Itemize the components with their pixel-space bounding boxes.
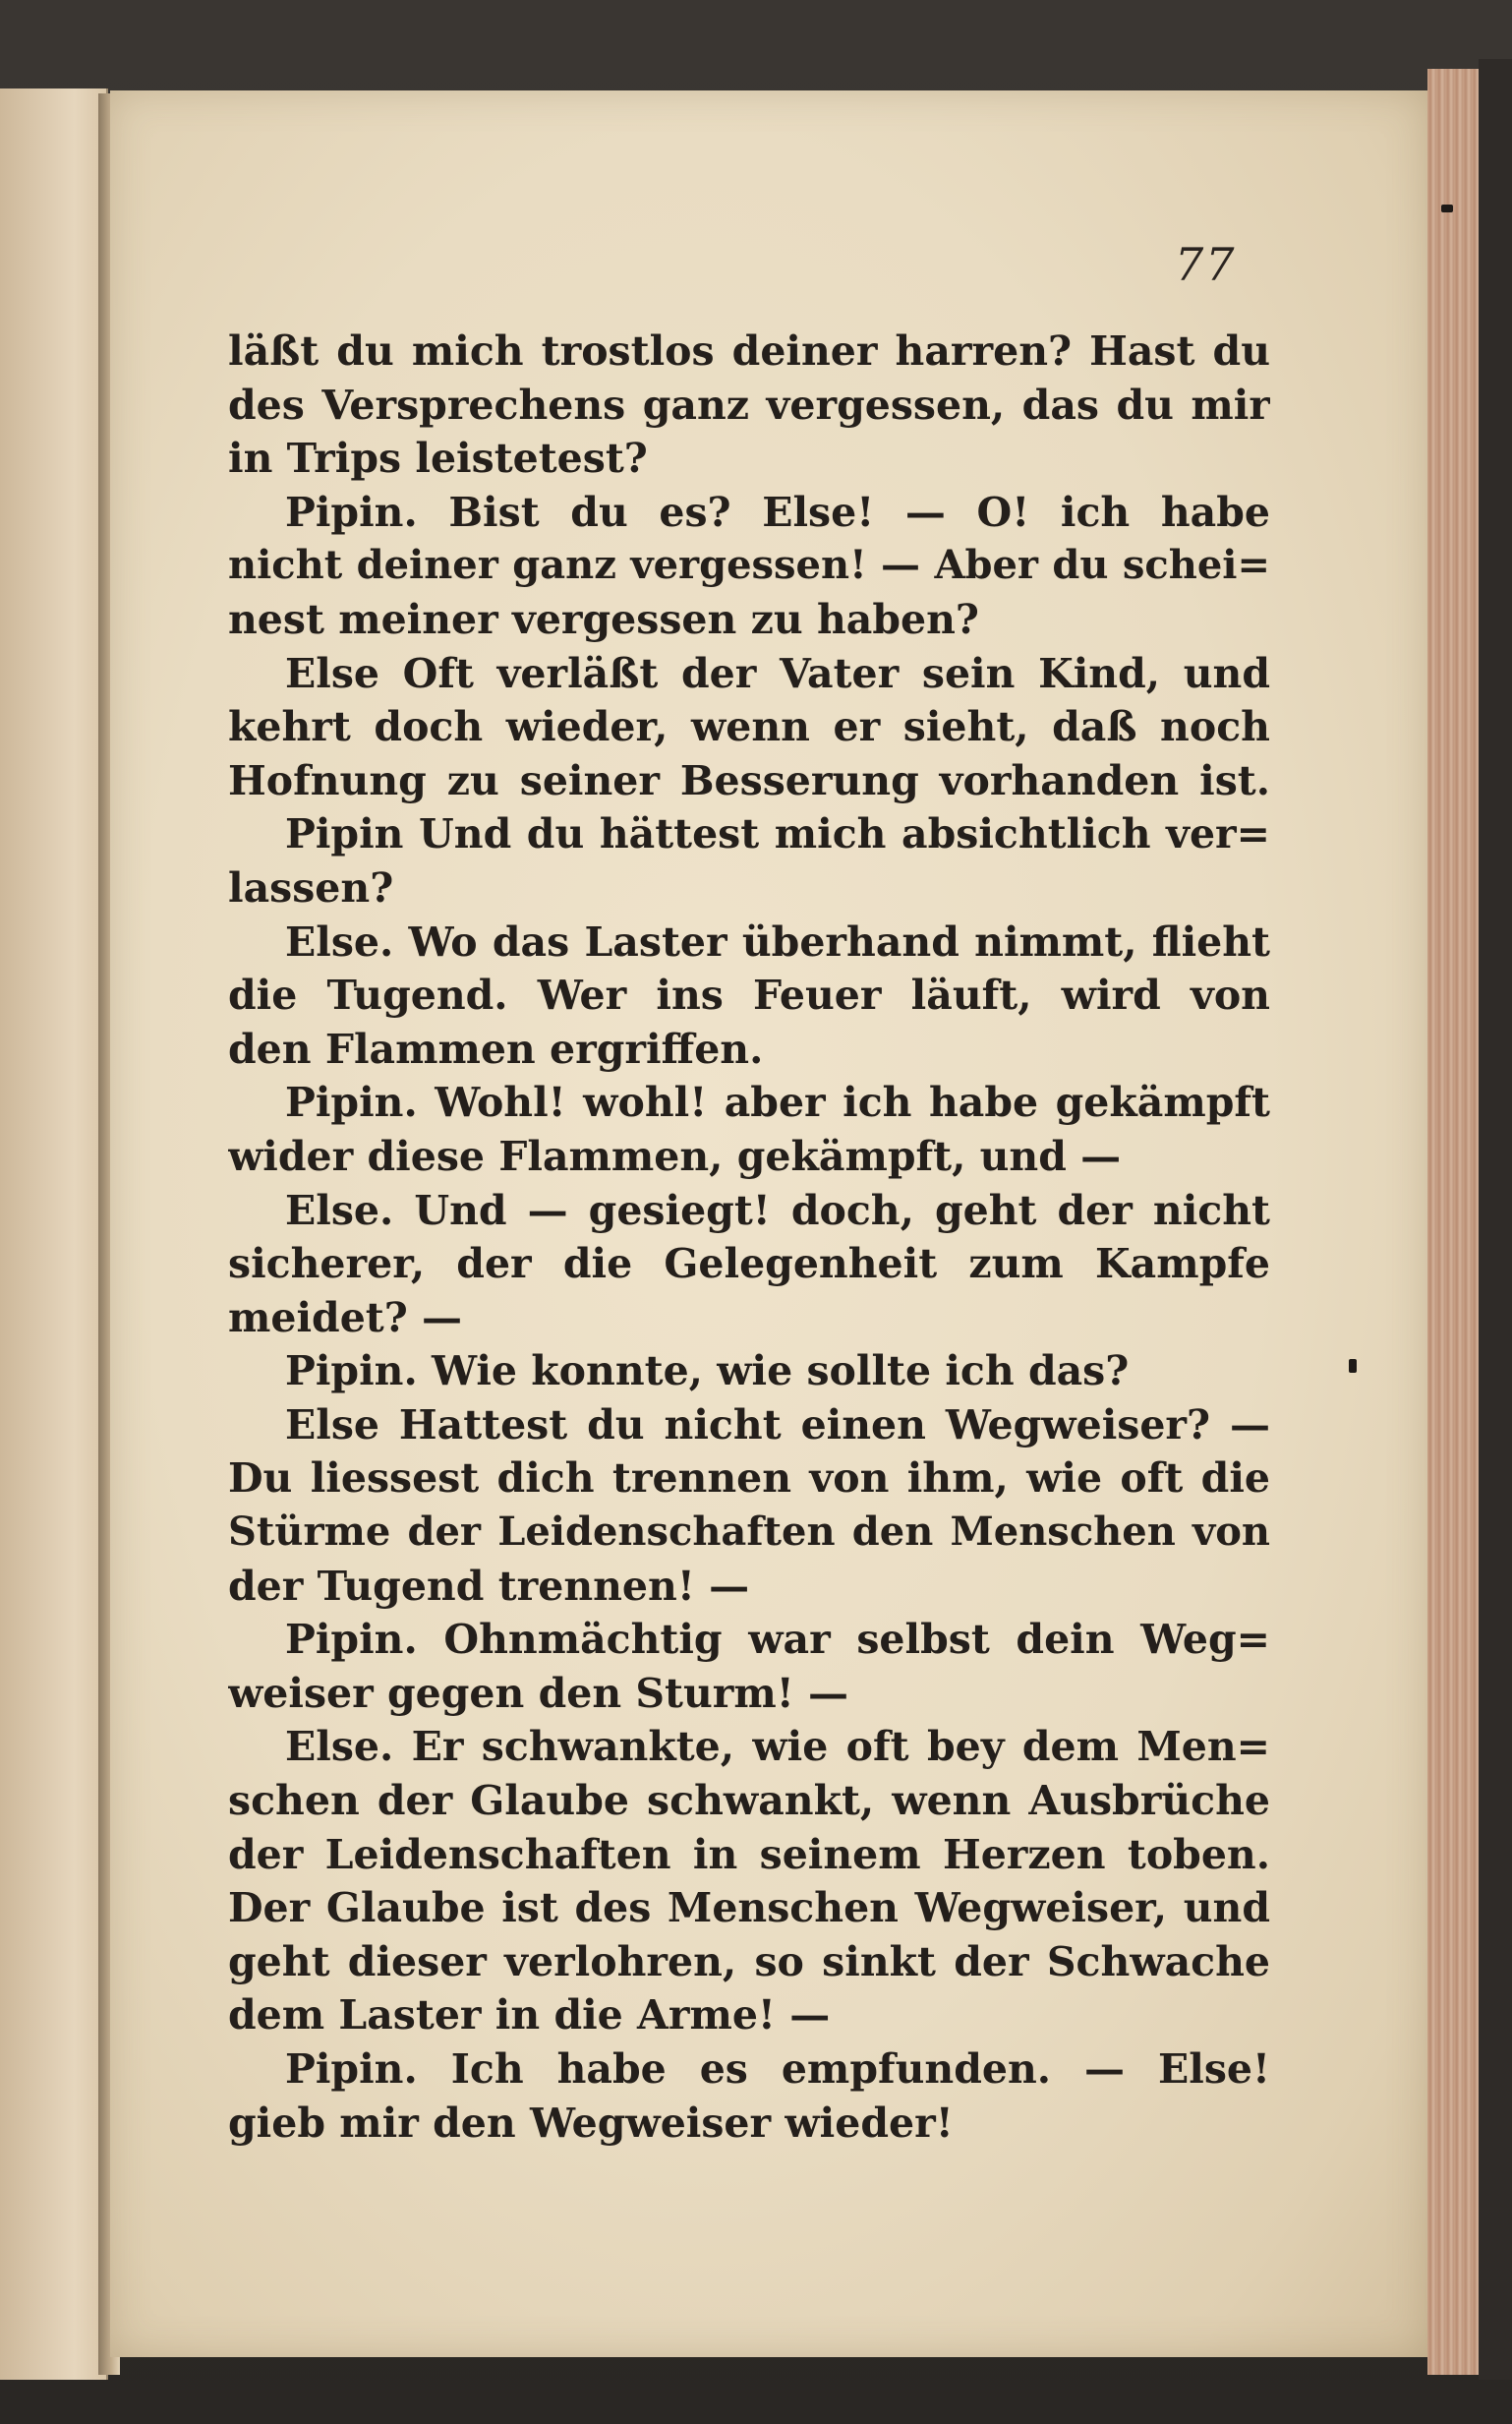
text-line: schen der Glaube schwankt, wenn Ausbrüche xyxy=(228,1777,1270,1825)
text-line: wider diese Flammen, gekämpft, und — xyxy=(228,1132,1122,1180)
text-line: die Tugend. Wer ins Feuer läuft, wird von xyxy=(228,972,1270,1020)
text-line: geht dieser verlohren, so sinkt der Schwache xyxy=(228,1937,1270,1985)
text-line: Else Oft verläßt der Vater sein Kind, und xyxy=(285,649,1270,697)
text-line: Else. Und — gesiegt! doch, geht der nicht xyxy=(285,1186,1270,1234)
text-line: sicherer, der die Gelegenheit zum Kampfe xyxy=(228,1240,1270,1288)
text-line: Else. Wo das Laster überhand nimmt, flieht xyxy=(285,917,1270,966)
text-line: dem Laster in die Arme! — xyxy=(228,1991,831,2040)
text-line: lassen? xyxy=(228,863,394,912)
text-line: kehrt doch wieder, wenn er sieht, daß noch xyxy=(228,703,1270,751)
text-line: Else Hattest du nicht einen Wegweiser? — xyxy=(285,1400,1270,1448)
scan-background xyxy=(1479,59,1512,2380)
text-line: Pipin. Ohnmächtig war selbst dein Weg= xyxy=(285,1616,1270,1664)
text-line: gieb mir den Wegweiser wieder! xyxy=(228,2099,954,2147)
text-line: Der Glaube ist des Menschen Wegweiser, und xyxy=(228,1884,1270,1932)
text-line: nest meiner vergessen zu haben? xyxy=(228,595,979,643)
ink-mark xyxy=(1349,1359,1357,1373)
text-line: Pipin. Ich habe es empfunden. — Else! xyxy=(285,2045,1270,2093)
text-line: des Versprechens ganz vergessen, das du mir xyxy=(228,381,1270,429)
body-text xyxy=(228,325,1270,2150)
text-line: Hofnung zu seiner Besserung vorhanden ist. xyxy=(228,756,1270,804)
text-line: Stürme der Leidenschaften den Menschen von xyxy=(228,1508,1270,1556)
text-line: nicht deiner ganz vergessen! — Aber du schei= xyxy=(228,542,1270,589)
ink-mark xyxy=(1441,205,1453,212)
text-line: Pipin. Wohl! wohl! aber ich habe gekämpft xyxy=(285,1079,1270,1127)
text-line: Du liessest dich trennen von ihm, wie oft die xyxy=(228,1454,1270,1503)
text-line: der Leidenschaften in seinem Herzen toben. xyxy=(228,1830,1270,1878)
text-line: Pipin Und du hättest mich absichtlich ver= xyxy=(285,810,1270,858)
facing-page-edge xyxy=(0,89,108,2380)
text-line: Pipin. Bist du es? Else! — O! ich habe xyxy=(285,488,1270,536)
page-number: 77 xyxy=(1175,238,1237,291)
page-edges xyxy=(1427,69,1479,2375)
text-line: weiser gegen den Sturm! — xyxy=(228,1669,849,1717)
text-line: in Trips leistetest? xyxy=(228,435,648,483)
text-line: den Flammen ergriffen. xyxy=(228,1025,764,1073)
text-line: meidet? — xyxy=(228,1293,463,1341)
text-line: Pipin. Wie konnte, wie sollte ich das? xyxy=(285,1347,1130,1395)
text-line: läßt du mich trostlos deiner harren? Hast du xyxy=(228,327,1270,375)
text-line: Else. Er schwankte, wie oft bey dem Men= xyxy=(285,1723,1270,1771)
text-line: der Tugend trennen! — xyxy=(228,1562,750,1610)
